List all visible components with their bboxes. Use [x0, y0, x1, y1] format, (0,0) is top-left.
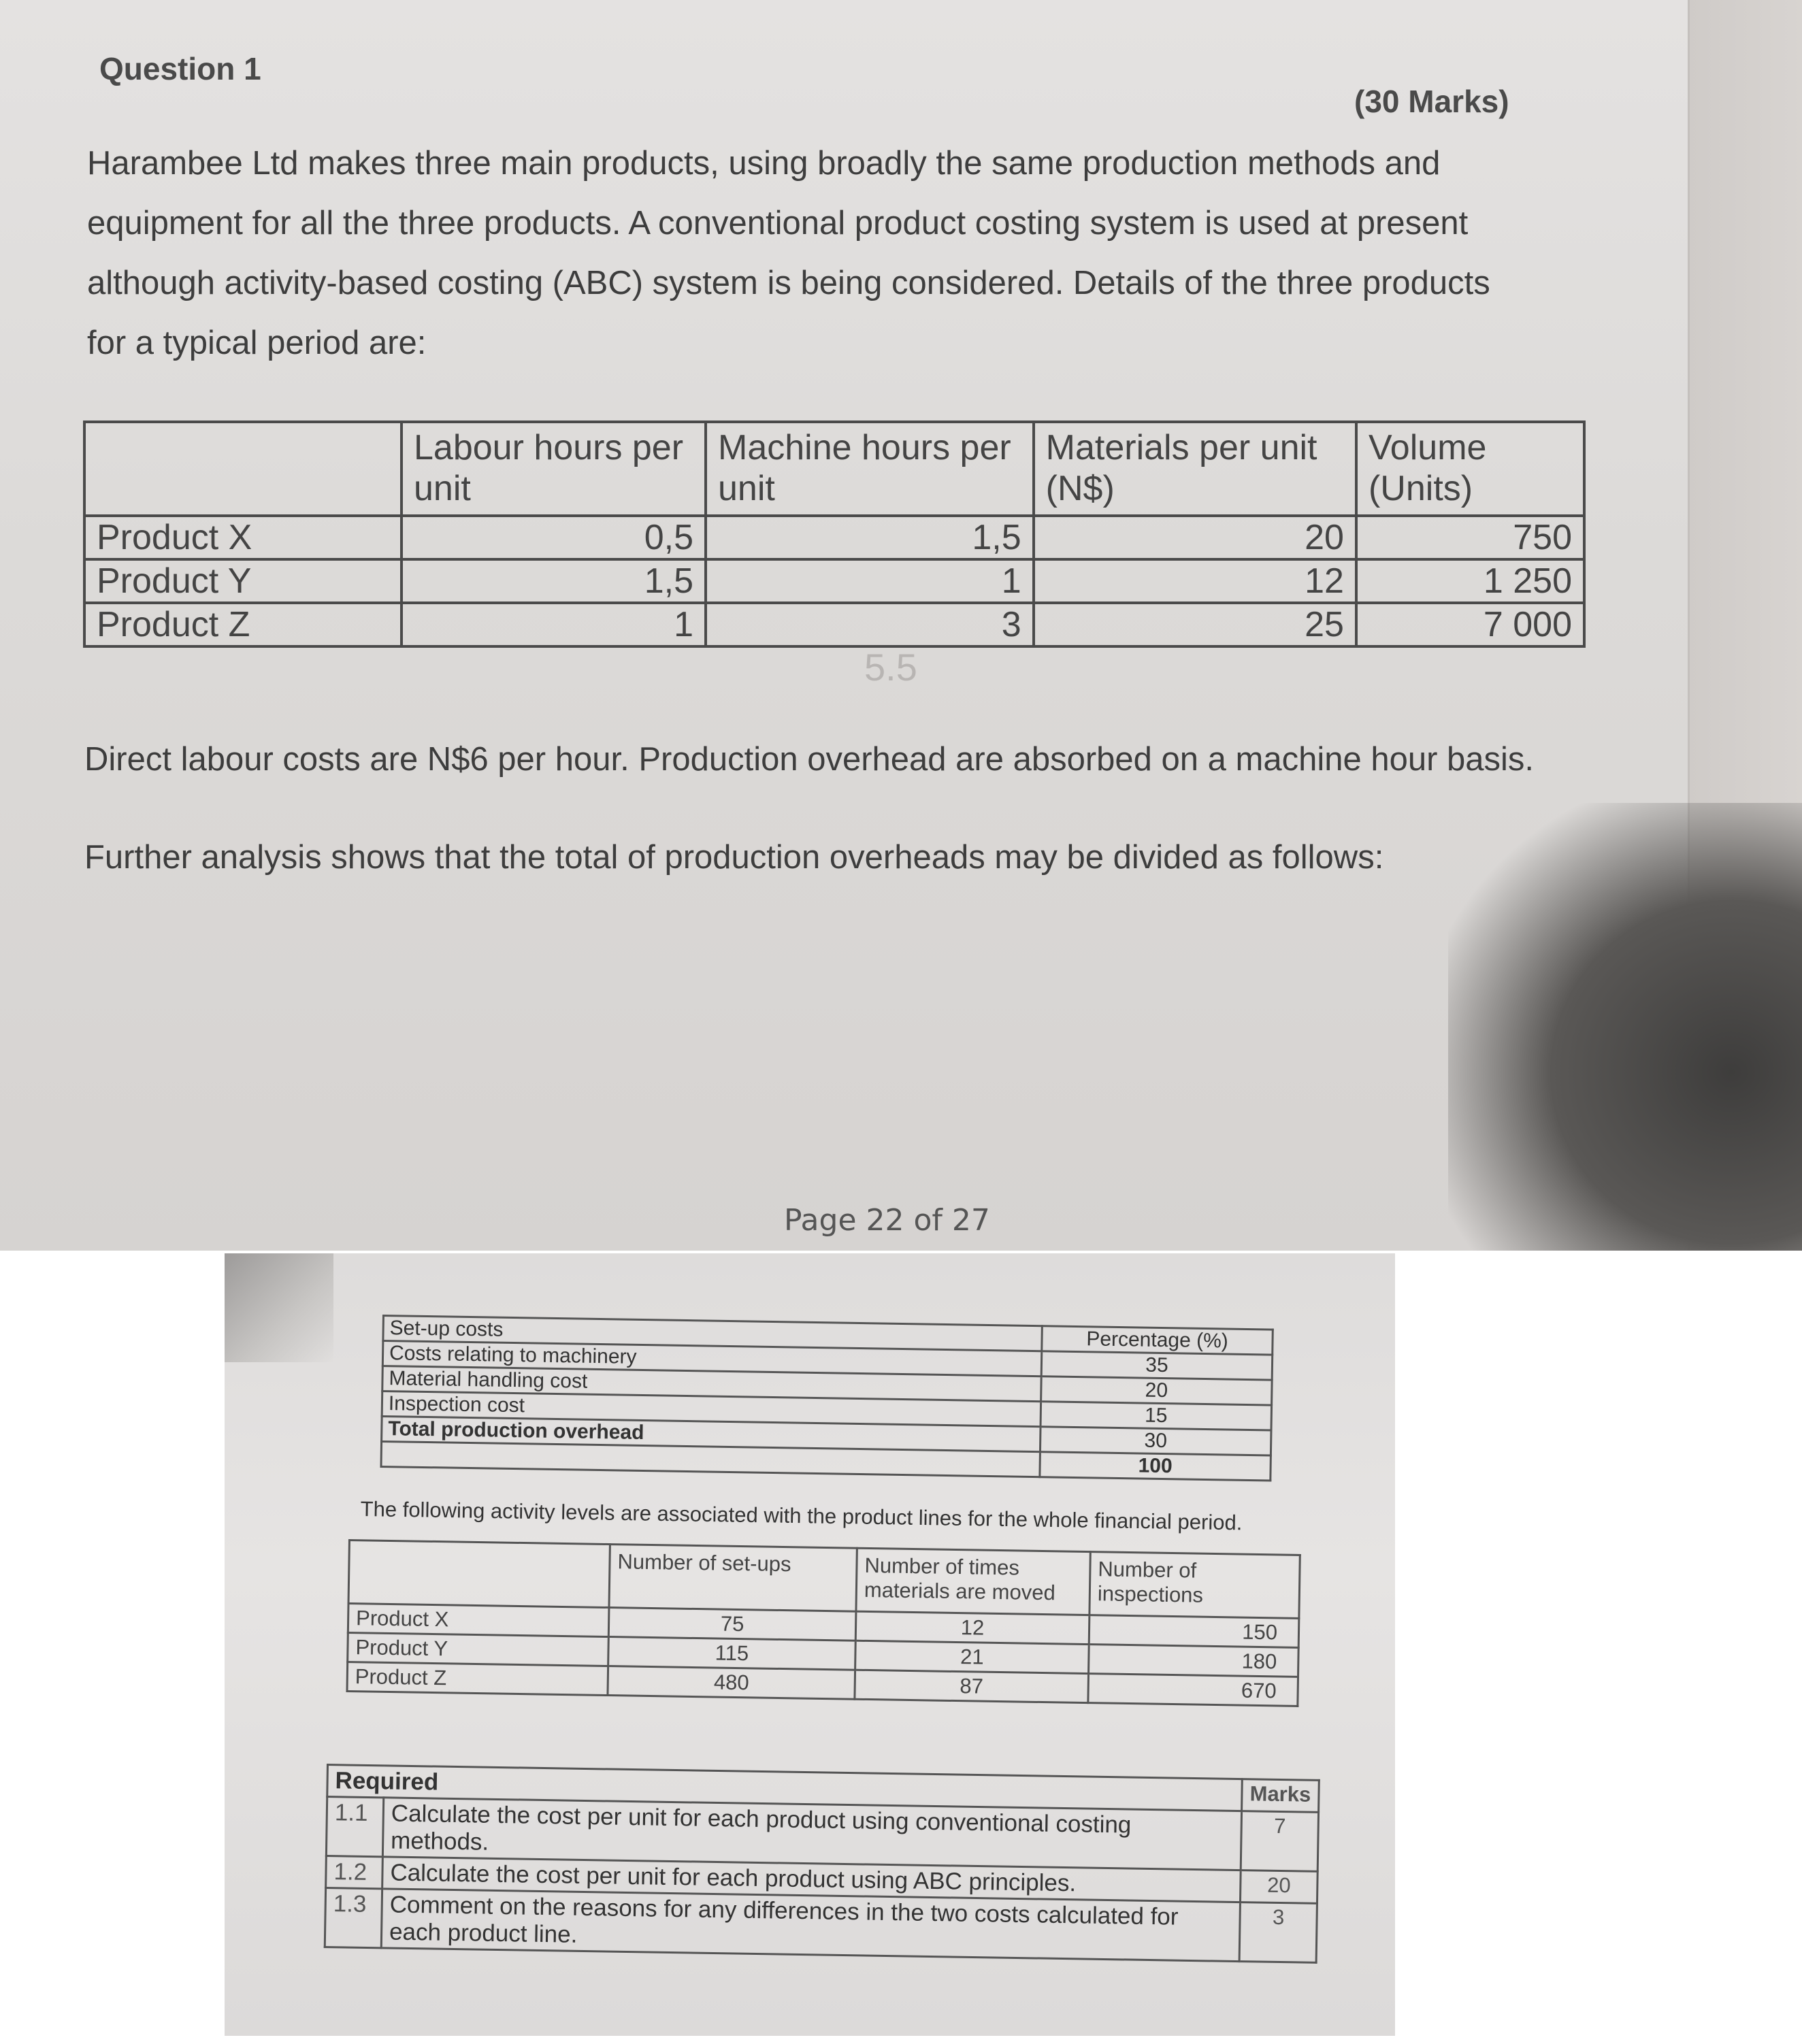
- volume-cell: 750: [1356, 516, 1584, 559]
- further-analysis-text: Further analysis shows that the total of production overheads may be divided as follows:: [84, 839, 1384, 876]
- inspections-cell: 670: [1088, 1674, 1298, 1707]
- product-cell: Product Y: [348, 1633, 609, 1666]
- overhead-table: [380, 1315, 1273, 1482]
- table-row: [84, 559, 1584, 603]
- inspections-cell: 180: [1089, 1645, 1299, 1677]
- item-number: 1.3: [325, 1888, 382, 1948]
- volume-cell: 7 000: [1356, 603, 1584, 646]
- setups-cell: 115: [608, 1637, 856, 1670]
- page-number: Page 22 of 27: [784, 1203, 990, 1238]
- activity-table: [346, 1539, 1300, 1707]
- materials-cell: 12: [1034, 559, 1356, 603]
- item-number: 1.1: [326, 1797, 383, 1857]
- table-header-row: [84, 422, 1584, 516]
- question-intro: [87, 133, 1639, 373]
- materials-cell: 20: [1034, 516, 1356, 559]
- intro-line: for a typical period are:: [87, 325, 427, 361]
- materials-cell: 25: [1034, 603, 1356, 646]
- question-title: Question 1: [99, 51, 261, 86]
- percentage-total-cell: 100: [1040, 1452, 1271, 1481]
- header-cell: [84, 422, 402, 516]
- percentage-cell: 35: [1041, 1351, 1273, 1380]
- percentage-cell: 15: [1041, 1402, 1272, 1430]
- product-cell: Product X: [348, 1604, 609, 1637]
- intro-line: although activity-based costing (ABC) system is being considered. Details of the three products: [87, 265, 1490, 301]
- machine-cell: 1: [706, 559, 1034, 603]
- intro-line: equipment for all the three products. A conventional product costing system is used at present: [87, 205, 1469, 242]
- product-cell: Product Y: [84, 559, 402, 603]
- machine-cell: 1,5: [706, 516, 1034, 559]
- overhead-label-cell: Costs relating to machinery: [382, 1341, 1041, 1377]
- header-cell: Materials per unit (N$): [1034, 422, 1356, 516]
- moves-cell: 87: [855, 1670, 1089, 1702]
- overhead-table-wrapper: [380, 1315, 1273, 1482]
- labour-cell: 1: [402, 603, 706, 646]
- header-cell: [348, 1540, 610, 1608]
- required-title: Required: [327, 1765, 1243, 1811]
- moves-cell: 21: [855, 1641, 1090, 1673]
- activity-table-wrapper: [346, 1539, 1300, 1707]
- item-marks: 7: [1241, 1811, 1318, 1872]
- item-marks: 3: [1239, 1902, 1317, 1963]
- product-cell: Product X: [84, 516, 402, 559]
- setups-cell: 75: [608, 1608, 856, 1641]
- overhead-label-cell: Material handling cost: [382, 1366, 1041, 1402]
- header-cell: Machine hours per unit: [706, 422, 1034, 516]
- pencil-annotation: 5.5: [864, 646, 917, 689]
- header-cell: Number of inspections: [1090, 1552, 1300, 1619]
- header-cell: Volume (Units): [1356, 422, 1584, 516]
- required-table-wrapper: [324, 1764, 1320, 1964]
- header-cell: Labour hours per unit: [402, 422, 706, 516]
- labour-cell: 1,5: [402, 559, 706, 603]
- item-text: Calculate the cost per unit for each product using conventional costing methods.: [382, 1798, 1241, 1870]
- item-number: 1.2: [326, 1856, 383, 1889]
- table-row: [84, 603, 1584, 646]
- hand-shadow: [1448, 803, 1802, 1251]
- machine-cell: 3: [706, 603, 1034, 646]
- percentage-cell: 20: [1041, 1377, 1273, 1405]
- product-cell: Product Z: [84, 603, 402, 646]
- percentage-header: Percentage (%): [1042, 1326, 1273, 1355]
- product-cell: Product Z: [347, 1662, 608, 1696]
- volume-cell: 1 250: [1356, 559, 1584, 603]
- inspections-cell: 150: [1089, 1615, 1299, 1648]
- marks-header: Marks: [1242, 1779, 1320, 1813]
- table-row: [84, 516, 1584, 559]
- header-cell: Number of set-ups: [609, 1545, 857, 1612]
- question-marks: (30 Marks): [1354, 84, 1509, 119]
- setups-cell: 480: [608, 1666, 855, 1700]
- item-text: Calculate the cost per unit for each product using ABC principles.: [382, 1857, 1241, 1902]
- header-cell: Number of times materials are moved: [856, 1548, 1090, 1615]
- overhead-label-cell: Set-up costs: [383, 1316, 1042, 1351]
- page-corner-shadow: [225, 1253, 333, 1362]
- intro-line: Harambee Ltd makes three main products, using broadly the same production methods and: [87, 145, 1441, 182]
- overhead-label-cell: Inspection cost: [382, 1391, 1041, 1427]
- product-details-table: [83, 421, 1586, 648]
- overhead-total-label: Total production overhead: [382, 1417, 1041, 1452]
- labour-cell: 0,5: [402, 516, 706, 559]
- item-text: Comment on the reasons for any differences in the two costs calculated for each product line.: [381, 1889, 1240, 1962]
- direct-labour-text: Direct labour costs are N$6 per hour. Production overhead are absorbed on a machine hour basis.: [84, 741, 1535, 778]
- activity-intro-text: The following activity levels are associated with the product lines for the whole financial period.: [360, 1497, 1243, 1535]
- moves-cell: 12: [855, 1611, 1090, 1644]
- percentage-cell: 30: [1040, 1427, 1271, 1455]
- item-marks: 20: [1240, 1870, 1317, 1904]
- bottom-photo-page: [225, 1253, 1395, 2036]
- required-table: [324, 1764, 1320, 1964]
